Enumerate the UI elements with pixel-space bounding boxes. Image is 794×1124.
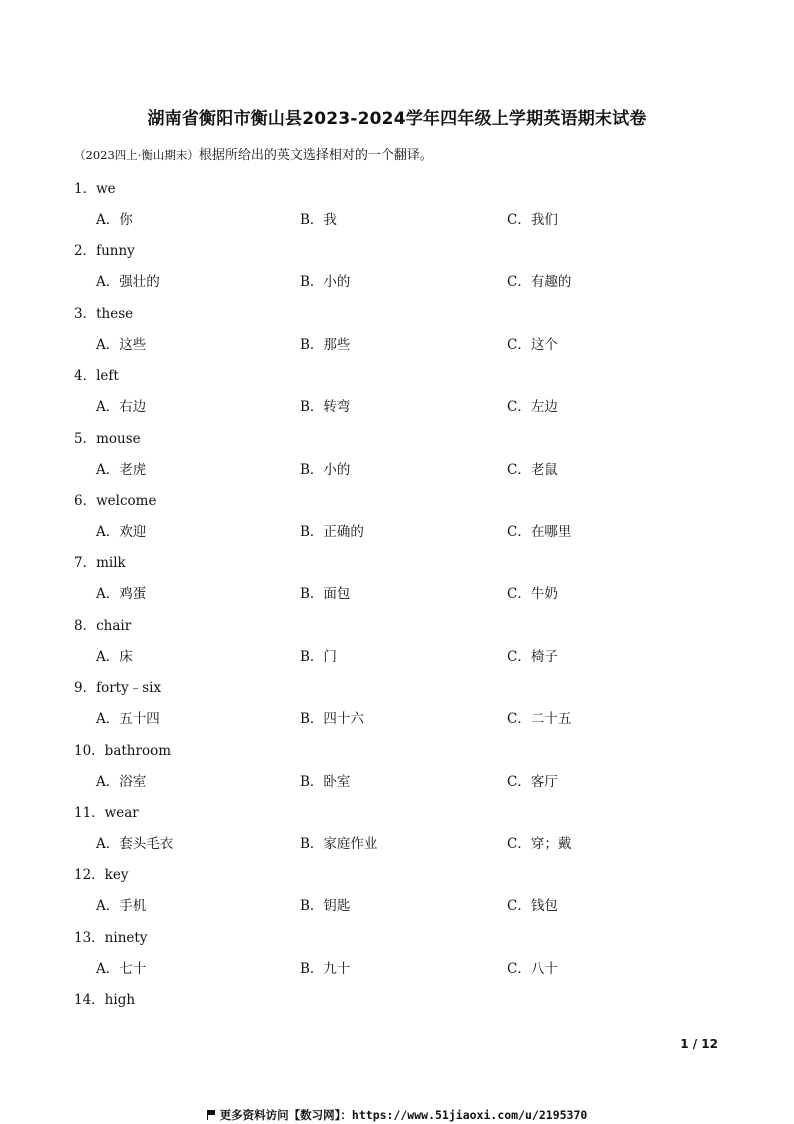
answer-option: B．钥匙: [300, 898, 351, 915]
answer-option: A．强壮的: [96, 274, 160, 291]
answer-option: C．牛奶: [507, 586, 558, 603]
question-source: （2023四上·衡山期末）: [74, 148, 199, 162]
answer-option: A．老虎: [96, 461, 147, 478]
answer-option: B．那些: [300, 336, 351, 353]
answer-option: A．床: [96, 648, 133, 665]
question-stem: 10．bathroom: [74, 742, 171, 759]
answer-option: A．七十: [96, 960, 147, 977]
answer-option: A．浴室: [96, 773, 147, 790]
question-stem: 3．these: [74, 305, 134, 322]
answer-option: C．钱包: [507, 898, 558, 915]
answer-option: B．小的: [300, 274, 351, 291]
question-stem: 4．left: [74, 368, 119, 385]
page-indicator: 1 / 12: [680, 1037, 718, 1051]
question-stem: 5．mouse: [74, 430, 141, 447]
answer-option: C．在哪里: [507, 524, 572, 540]
question-stem: 9．forty﹣six: [74, 680, 162, 697]
answer-option: B．家庭作业: [300, 836, 378, 852]
question-stem: 8．chair: [74, 617, 132, 634]
footer-text: 更多资料访问【数习网】：https://www.51jiaoxi.com/u/2195370: [219, 1108, 588, 1122]
flag-icon: [207, 1110, 216, 1120]
question-stem: 1．we: [74, 181, 116, 197]
answer-option: A．手机: [96, 898, 147, 915]
answer-option: A．鸡蛋: [96, 586, 147, 603]
question-stem: 2．funny: [74, 243, 135, 260]
answer-option: B．转弯: [300, 399, 351, 416]
answer-option: B．小的: [300, 461, 351, 478]
answer-option: B．四十六: [300, 711, 364, 728]
answer-option: B．九十: [300, 960, 351, 977]
answer-option: A．右边: [96, 399, 147, 416]
answer-option: A．你: [96, 212, 133, 228]
answer-option: B．面包: [300, 586, 351, 603]
question-stem: 14．high: [74, 992, 136, 1009]
exam-title: 湖南省衡阳市衡山县2023-2024学年四年级上学期英语期末试卷: [147, 109, 647, 129]
question-stem: 11．wear: [74, 805, 139, 821]
answer-option: B．卧室: [300, 773, 351, 790]
answer-option: A．这些: [96, 336, 147, 353]
answer-option: A．五十四: [96, 711, 160, 728]
section-intro: [74, 144, 433, 163]
answer-option: A．套头毛衣: [96, 836, 174, 852]
answer-option: C．老鼠: [507, 461, 558, 478]
answer-option: C．八十: [507, 960, 558, 977]
footer-link[interactable]: [0, 1107, 794, 1123]
answer-option: B．我: [300, 212, 337, 228]
answer-option: B．正确的: [300, 524, 364, 540]
answer-option: C．椅子: [507, 648, 558, 665]
question-stem: 6．welcome: [74, 493, 157, 509]
answer-option: C．穿；戴: [507, 836, 572, 852]
answer-option: C．有趣的: [507, 274, 572, 291]
answer-option: A．欢迎: [96, 524, 147, 540]
answer-option: C．客厅: [507, 773, 558, 790]
answer-option: C．左边: [507, 399, 558, 416]
answer-option: B．门: [300, 648, 337, 665]
answer-option: C．我们: [507, 212, 558, 228]
question-stem: 12．key: [74, 867, 129, 884]
instruction-text: 根据所给出的英文选择相对的一个翻译。: [198, 148, 433, 163]
answer-option: C．二十五: [507, 711, 572, 728]
question-stem: 13．ninety: [74, 929, 148, 946]
question-stem: 7．milk: [74, 555, 126, 572]
answer-option: C．这个: [507, 336, 558, 353]
